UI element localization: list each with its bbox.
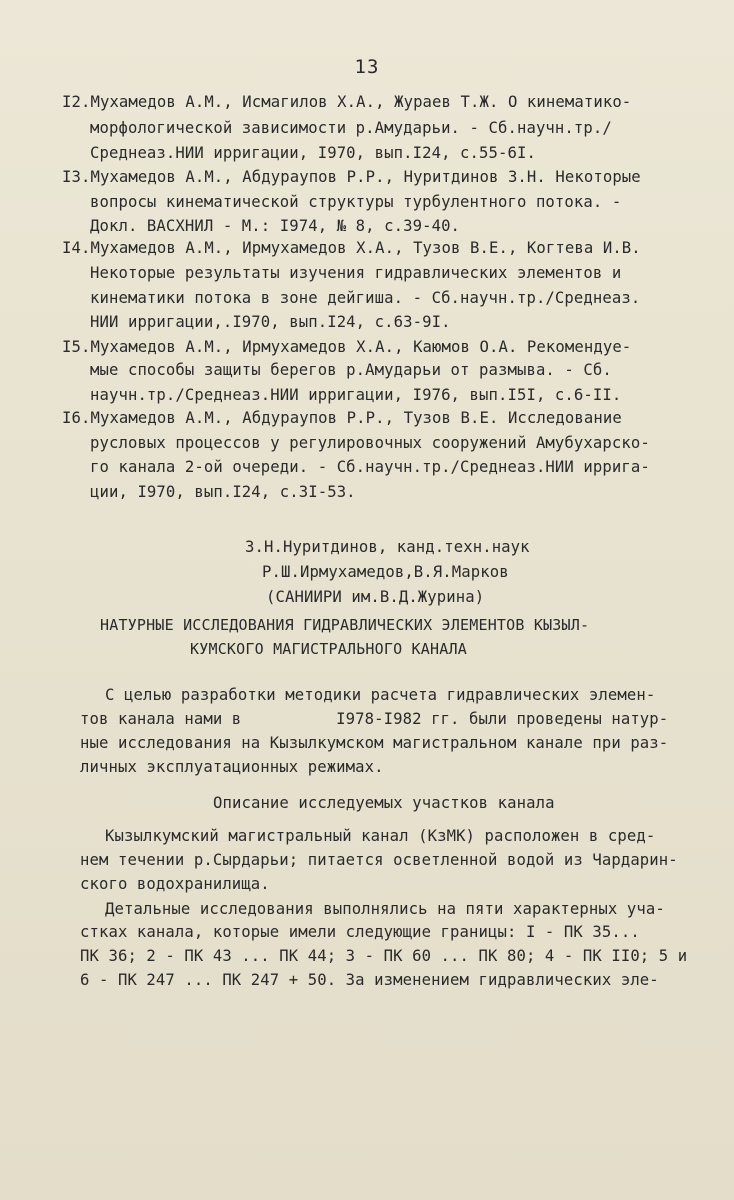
- para2-line-1: Детальные исследования выполнялись на пяти характерных уча-: [105, 900, 665, 918]
- ref-14-line-4: НИИ ирригации,.I970, вып.I24, с.63-9I.: [90, 313, 451, 331]
- ref-12-line-1: I2.Мухамедов А.М., Исмагилов Х.А., Жураев Т.Ж. О кинематико-: [62, 93, 632, 111]
- para2-line-3: ПК 36; 2 - ПК 43 ... ПК 44; 3 - ПК 60 ... ПК 80; 4 - ПК II0; 5 и: [80, 947, 688, 965]
- ref-13-line-3: Докл. ВАСХНИЛ - М.: I974, № 8, с.39-40.: [90, 217, 461, 235]
- ref-16-line-3: го канала 2-ой очереди. - Сб.научн.тр./Среднеаз.НИИ ирригa-: [90, 458, 650, 476]
- ref-14-line-1: I4.Мухамедов А.М., Ирмухамедов Х.А., Тузов В.Е., Когтева И.В.: [62, 239, 641, 257]
- ref-12-line-2: морфологической зависимости р.Амударьи. - Сб.научн.тр./: [90, 119, 612, 137]
- article-title-line-1: НАТУРНЫЕ ИССЛЕДОВАНИЯ ГИДРАВЛИЧЕСКИХ ЭЛЕМЕНТОВ КЫЗЫЛ-: [100, 616, 590, 634]
- author-line-2: Р.Ш.Ирмухамедов,В.Я.Марков: [262, 563, 509, 581]
- ref-14-line-2: Некоторые результаты изучения гидравлических элементов и: [90, 264, 622, 282]
- ref-15-line-1: I5.Мухамедов А.М., Ирмухамедов Х.А., Каюмов О.А. Рекомендуе-: [62, 338, 632, 356]
- para1-line-2: нем течении р.Сырдарьи; питается осветленной водой из Чардарин-: [80, 851, 678, 869]
- ref-16-line-2: русловых процессов у регулировочных сооружений Амубухарско-: [90, 434, 650, 452]
- para1-line-3: ского водохранилища.: [80, 875, 270, 893]
- author-line-1: З.Н.Нуритдинов, канд.техн.наук: [245, 538, 530, 556]
- article-title-line-2: КУМСКОГО МАГИСТРАЛЬНОГО КАНАЛА: [190, 640, 467, 658]
- page-number: 13: [354, 56, 380, 78]
- para2-line-4: 6 - ПК 247 ... ПК 247 + 50. За изменением гидравлических эле-: [80, 971, 659, 989]
- ref-15-line-3: научн.тр./Среднеаз.НИИ ирригации, I976, вып.I5I, с.6-II.: [90, 386, 622, 404]
- ref-14-line-3: кинематики потока в зоне дейгиша. - Сб.научн.тр./Среднеаз.: [90, 289, 641, 307]
- ref-16-line-1: I6.Мухамедов А.М., Абдураупов Р.Р., Тузов В.Е. Исследование: [62, 409, 622, 427]
- section-heading: Описание исследуемых участков канала: [213, 794, 555, 812]
- ref-13-line-1: I3.Мухамедов А.М., Абдураупов Р.Р., Нуритдинов З.Н. Некоторые: [62, 168, 641, 186]
- intro-line-2: тов канала нами в I978-I982 гг. были проведены натур-: [80, 710, 669, 728]
- intro-line-1: С целью разработки методики расчета гидравлических элемен-: [105, 686, 656, 704]
- ref-13-line-2: вопросы кинематической структуры турбулентного потока. -: [90, 193, 622, 211]
- ref-15-line-2: мые способы защиты берегов р.Амударьи от размыва. - Сб.: [90, 361, 612, 379]
- intro-line-4: личных эксплуатационных режимах.: [80, 758, 384, 776]
- ref-12-line-3: Среднеаз.НИИ ирригации, I970, вып.I24, с.55-6I.: [90, 144, 536, 162]
- para2-line-2: стках канала, которые имели следующие границы: I - ПК 35...: [80, 923, 640, 941]
- para1-line-1: Кызылкумский магистральный канал (КзМК) расположен в сред-: [105, 827, 656, 845]
- ref-16-line-4: ции, I970, вып.I24, с.3I-53.: [90, 483, 356, 501]
- intro-line-3: ные исследования на Кызылкумском магистральном канале при раз-: [80, 734, 669, 752]
- author-affiliation: (САНИИРИ им.В.Д.Журина): [266, 588, 485, 606]
